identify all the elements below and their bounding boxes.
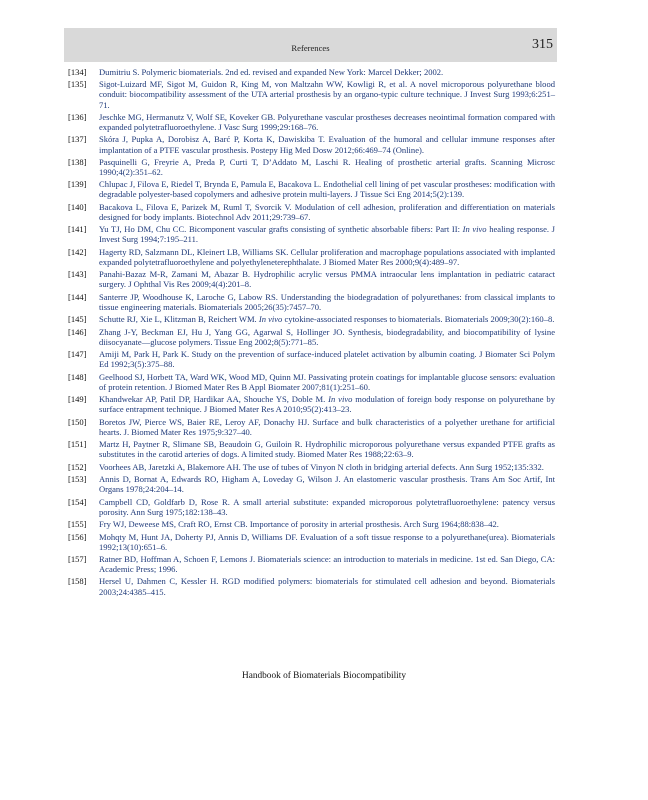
running-header	[64, 28, 557, 62]
reference-text[interactable]: Voorhees AB, Jaretzki A, Blakemore AH. The use of tubes of Vinyon N cloth in bridging arterial defects. Ann Surg 1952;135:332.	[99, 461, 544, 472]
page-number: 315	[532, 37, 553, 52]
reference-text[interactable]	[99, 314, 554, 324]
reference-item	[68, 314, 555, 324]
reference-text-part: Khandwekar AP, Patil DP, Hardikar AA, Shouche YS, Doble M.	[99, 394, 329, 405]
reference-text[interactable]: Mohqty M, Hunt JA, Doherty PJ, Annis D, Williams DF. Evaluation of a soft tissue response to a polyurethane(urea). Biomaterials 1992;13(10):651–6.	[99, 531, 555, 552]
reference-text[interactable]: Amiji M, Park H, Park K. Study on the prevention of surface-induced platelet activation by albumin coating. J Biomater Sci Polym Ed 1992;3(5):375–88.	[99, 349, 555, 370]
reference-item	[68, 269, 555, 289]
reference-item	[68, 554, 555, 574]
reference-text[interactable]: Skóra J, Pupka A, Dorobisz A, Barć P, Korta K, Dawiskiba T. Evaluation of the humoral and cellular immune responses after implantation of a PTFE vascular prosthesis. Postepy Hig Med Dosw 2012;66:469–74 (Online).	[99, 134, 555, 155]
reference-text-part: modulation of foreign body response on polyurethane by surface entrapment technique. J Biomed Mater Res A 2010;95(2):413–23.	[99, 394, 555, 415]
reference-text-part: Yu TJ, Ho DM, Chu CC. Bicomponent vascular grafts consisting of synthetic absorbable fibers: Part II:	[99, 224, 463, 235]
reference-item	[68, 497, 555, 517]
reference-text[interactable]: Bacakova L, Filova E, Parizek M, Ruml T, Svorcik V. Modulation of cell adhesion, proliferation and differentiation on materials designed for body implants. Biotechnol Adv 2011;29:739–67.	[99, 201, 555, 222]
reference-item	[68, 67, 555, 77]
reference-text[interactable]: Geelhood SJ, Horbett TA, Ward WK, Wood MD, Quinn MJ. Passivating protein coatings for implantable glucose sensors: evaluation of protein retention. J Biomed Mater Res B Appl Biomater 2007;81(1):251–60.	[99, 371, 555, 392]
reference-italic-term: In vivo	[328, 394, 353, 405]
reference-text[interactable]: Boretos JW, Pierce WS, Baier RE, Leroy AF, Donachy HJ. Surface and bulk characteristics of a polyether urethane for artificial hearts. J. Biomed Mater Res 1975;9:327–40.	[99, 416, 555, 437]
reference-item	[68, 519, 555, 529]
reference-number: [153]	[68, 474, 87, 485]
reference-text[interactable]: Jeschke MG, Hermanutz V, Wolf SE, Koveker GB. Polyurethane vascular prostheses decreases neointimal formation compared with expanded polytetrafluoroethylene. J Vasc Surg 1999;29:168–76.	[99, 111, 555, 133]
reference-text[interactable]: Martz H, Paytner R, Slimane SB, Beaudoin G, Guiloin R. Hydrophilic microporous polyurethane versus expanded PTFE grafts as substitutes in the carotid arteries of dogs. A limited study. Biomed Mater Res 1988;22:63–9.	[99, 439, 555, 460]
reference-item	[68, 79, 555, 109]
reference-number: [143]	[68, 269, 87, 280]
reference-number: [151]	[68, 439, 87, 450]
reference-number: [141]	[68, 224, 87, 235]
reference-text[interactable]: Sigot-Luizard MF, Sigot M, Guidon R, King M, von Maltzahn WW, Kowligi R, et al. A novel microporous polyurethane blood conduit: biocompatibility assessment of the UTA arterial prosthesis by an organo-typic culture technique. J Invest Surg 1993;6:251–71.	[99, 79, 555, 110]
reference-item	[68, 417, 555, 437]
reference-item	[68, 349, 555, 369]
reference-number: [136]	[68, 111, 87, 122]
reference-text[interactable]: Annis D, Bornat A, Edwards RO, Higham A, Loveday G, Wilson J. An elastomeric vascular prosthesis. Trans Am Soc Artif, Int Organs 1978;24:204–14.	[99, 474, 555, 495]
reference-text[interactable]: Dumitriu S. Polymeric biomaterials. 2nd ed. revised and expanded New York: Marcel Dekker; 2002.	[99, 67, 444, 77]
reference-number: [145]	[68, 314, 87, 325]
reference-item	[68, 157, 555, 177]
reference-number: [157]	[68, 554, 87, 564]
reference-italic-term: In vivo	[462, 224, 487, 235]
reference-number: [149]	[68, 394, 87, 405]
reference-item	[68, 179, 555, 199]
reference-text-part: healing response. J Invest Surg 1994;7:195–211.	[99, 224, 556, 245]
reference-item	[68, 247, 555, 267]
reference-text[interactable]: Panahi-Bazaz M-R, Zamani M, Abazar B. Hydrophilic acrylic versus PMMA intraocular lens implantation in pediatric cataract surgery. J Ophthal Vis Res 2009;4(4):201–8.	[99, 269, 555, 290]
reference-text[interactable]: Fry WJ, Deweese MS, Craft RO, Ernst CB. Importance of porosity in arterial prosthesis. Arch Surg 1964;88:838–42.	[99, 519, 499, 530]
reference-text[interactable]: Hersel U, Dahmen C, Kessler H. RGD modified polymers: biomaterials for stimulated cell adhesion and beyond. Biomaterials 2003;24:4385–415.	[99, 576, 555, 597]
reference-number: [148]	[68, 371, 87, 382]
reference-number: [135]	[68, 79, 87, 90]
reference-text[interactable]: Pasquinelli G, Freyrie A, Preda P, Curti T, D’Addato M, Laschi R. Healing of prosthetic arterial grafts. Scanning Microsc 1990;4(2):351–62.	[99, 156, 555, 177]
reference-text[interactable]	[99, 224, 555, 244]
reference-item	[68, 372, 555, 392]
reference-number: [158]	[68, 576, 87, 587]
reference-number: [138]	[68, 156, 87, 167]
reference-italic-term: In vivo	[258, 314, 283, 325]
reference-number: [137]	[68, 134, 87, 145]
reference-item	[68, 462, 555, 472]
reference-number: [156]	[68, 531, 87, 542]
reference-text[interactable]: Campbell CD, Goldfarb D, Rose R. A small arterial substitute: expanded microporous polytetrafluoroethylene: patency versus porosity. Ann Surg 1975;182:138–43.	[99, 496, 555, 517]
reference-number: [140]	[68, 201, 87, 212]
reference-text[interactable]	[99, 394, 555, 414]
reference-item	[68, 439, 555, 459]
reference-item	[68, 474, 555, 494]
reference-item	[68, 112, 555, 132]
reference-item	[68, 327, 555, 347]
reference-item	[68, 292, 555, 312]
reference-number: [150]	[68, 416, 87, 427]
section-title: References	[291, 43, 330, 53]
reference-text[interactable]: Hagerty RD, Salzmann DL, Kleinert LB, Williams SK. Cellular proliferation and macrophage populations associated with implanted expanded polytetrafluoroethylene and polyethyleneterephthalate. J Biomed Mater Res 2000;9(4):489–97.	[99, 246, 555, 267]
book-title-footer: Handbook of Biomaterials Biocompatibility	[242, 671, 406, 681]
reference-item	[68, 394, 555, 414]
reference-number: [152]	[68, 461, 87, 472]
reference-number: [147]	[68, 349, 87, 360]
reference-text[interactable]: Santerre JP, Woodhouse K, Laroche G, Labow RS. Understanding the biodegradation of polyurethanes: from classical implants to tissue engineering materials. Biomaterials 2005;26(35):7457–70.	[99, 291, 555, 312]
reference-text-part: Schutte RJ, Xie L, Klitzman B, Reichert WM.	[99, 314, 259, 325]
reference-list	[68, 67, 555, 599]
reference-number: [134]	[68, 67, 87, 77]
reference-item	[68, 134, 555, 154]
reference-text-part: cytokine-associated responses to biomaterials. Biomaterials 2009;30(2):160–8.	[282, 314, 555, 325]
reference-item	[68, 224, 555, 244]
reference-item	[68, 202, 555, 222]
reference-text[interactable]: Chlupac J, Filova E, Riedel T, Brynda E, Pamula E, Bacakova L. Endothelial cell lining of pet vascular prostheses: modification with degradable polyester-based copolymers and adhesive protein multi-layers. J Tissue Sci Eng 2014;5(2):139.	[99, 179, 555, 200]
reference-item	[68, 532, 555, 552]
reference-number: [155]	[68, 519, 87, 530]
reference-number: [139]	[68, 179, 87, 190]
reference-number: [146]	[68, 326, 87, 337]
reference-number: [154]	[68, 496, 87, 507]
reference-number: [144]	[68, 291, 87, 302]
reference-item	[68, 576, 555, 596]
reference-number: [142]	[68, 246, 87, 257]
reference-text[interactable]: Zhang J-Y, Beckman EJ, Hu J, Yang GG, Agarwal S, Hollinger JO. Synthesis, biodegradability, and biocompatibility of lysine diisocyanate—glucose polymers. Tissue Eng 2002;8(5):771–85.	[99, 326, 555, 347]
reference-text[interactable]: Ratner BD, Hoffman A, Schoen F, Lemons J. Biomaterials science: an introduction to materials in medicine. 1st ed. San Diego, CA: Academic Press; 1996.	[99, 554, 555, 575]
